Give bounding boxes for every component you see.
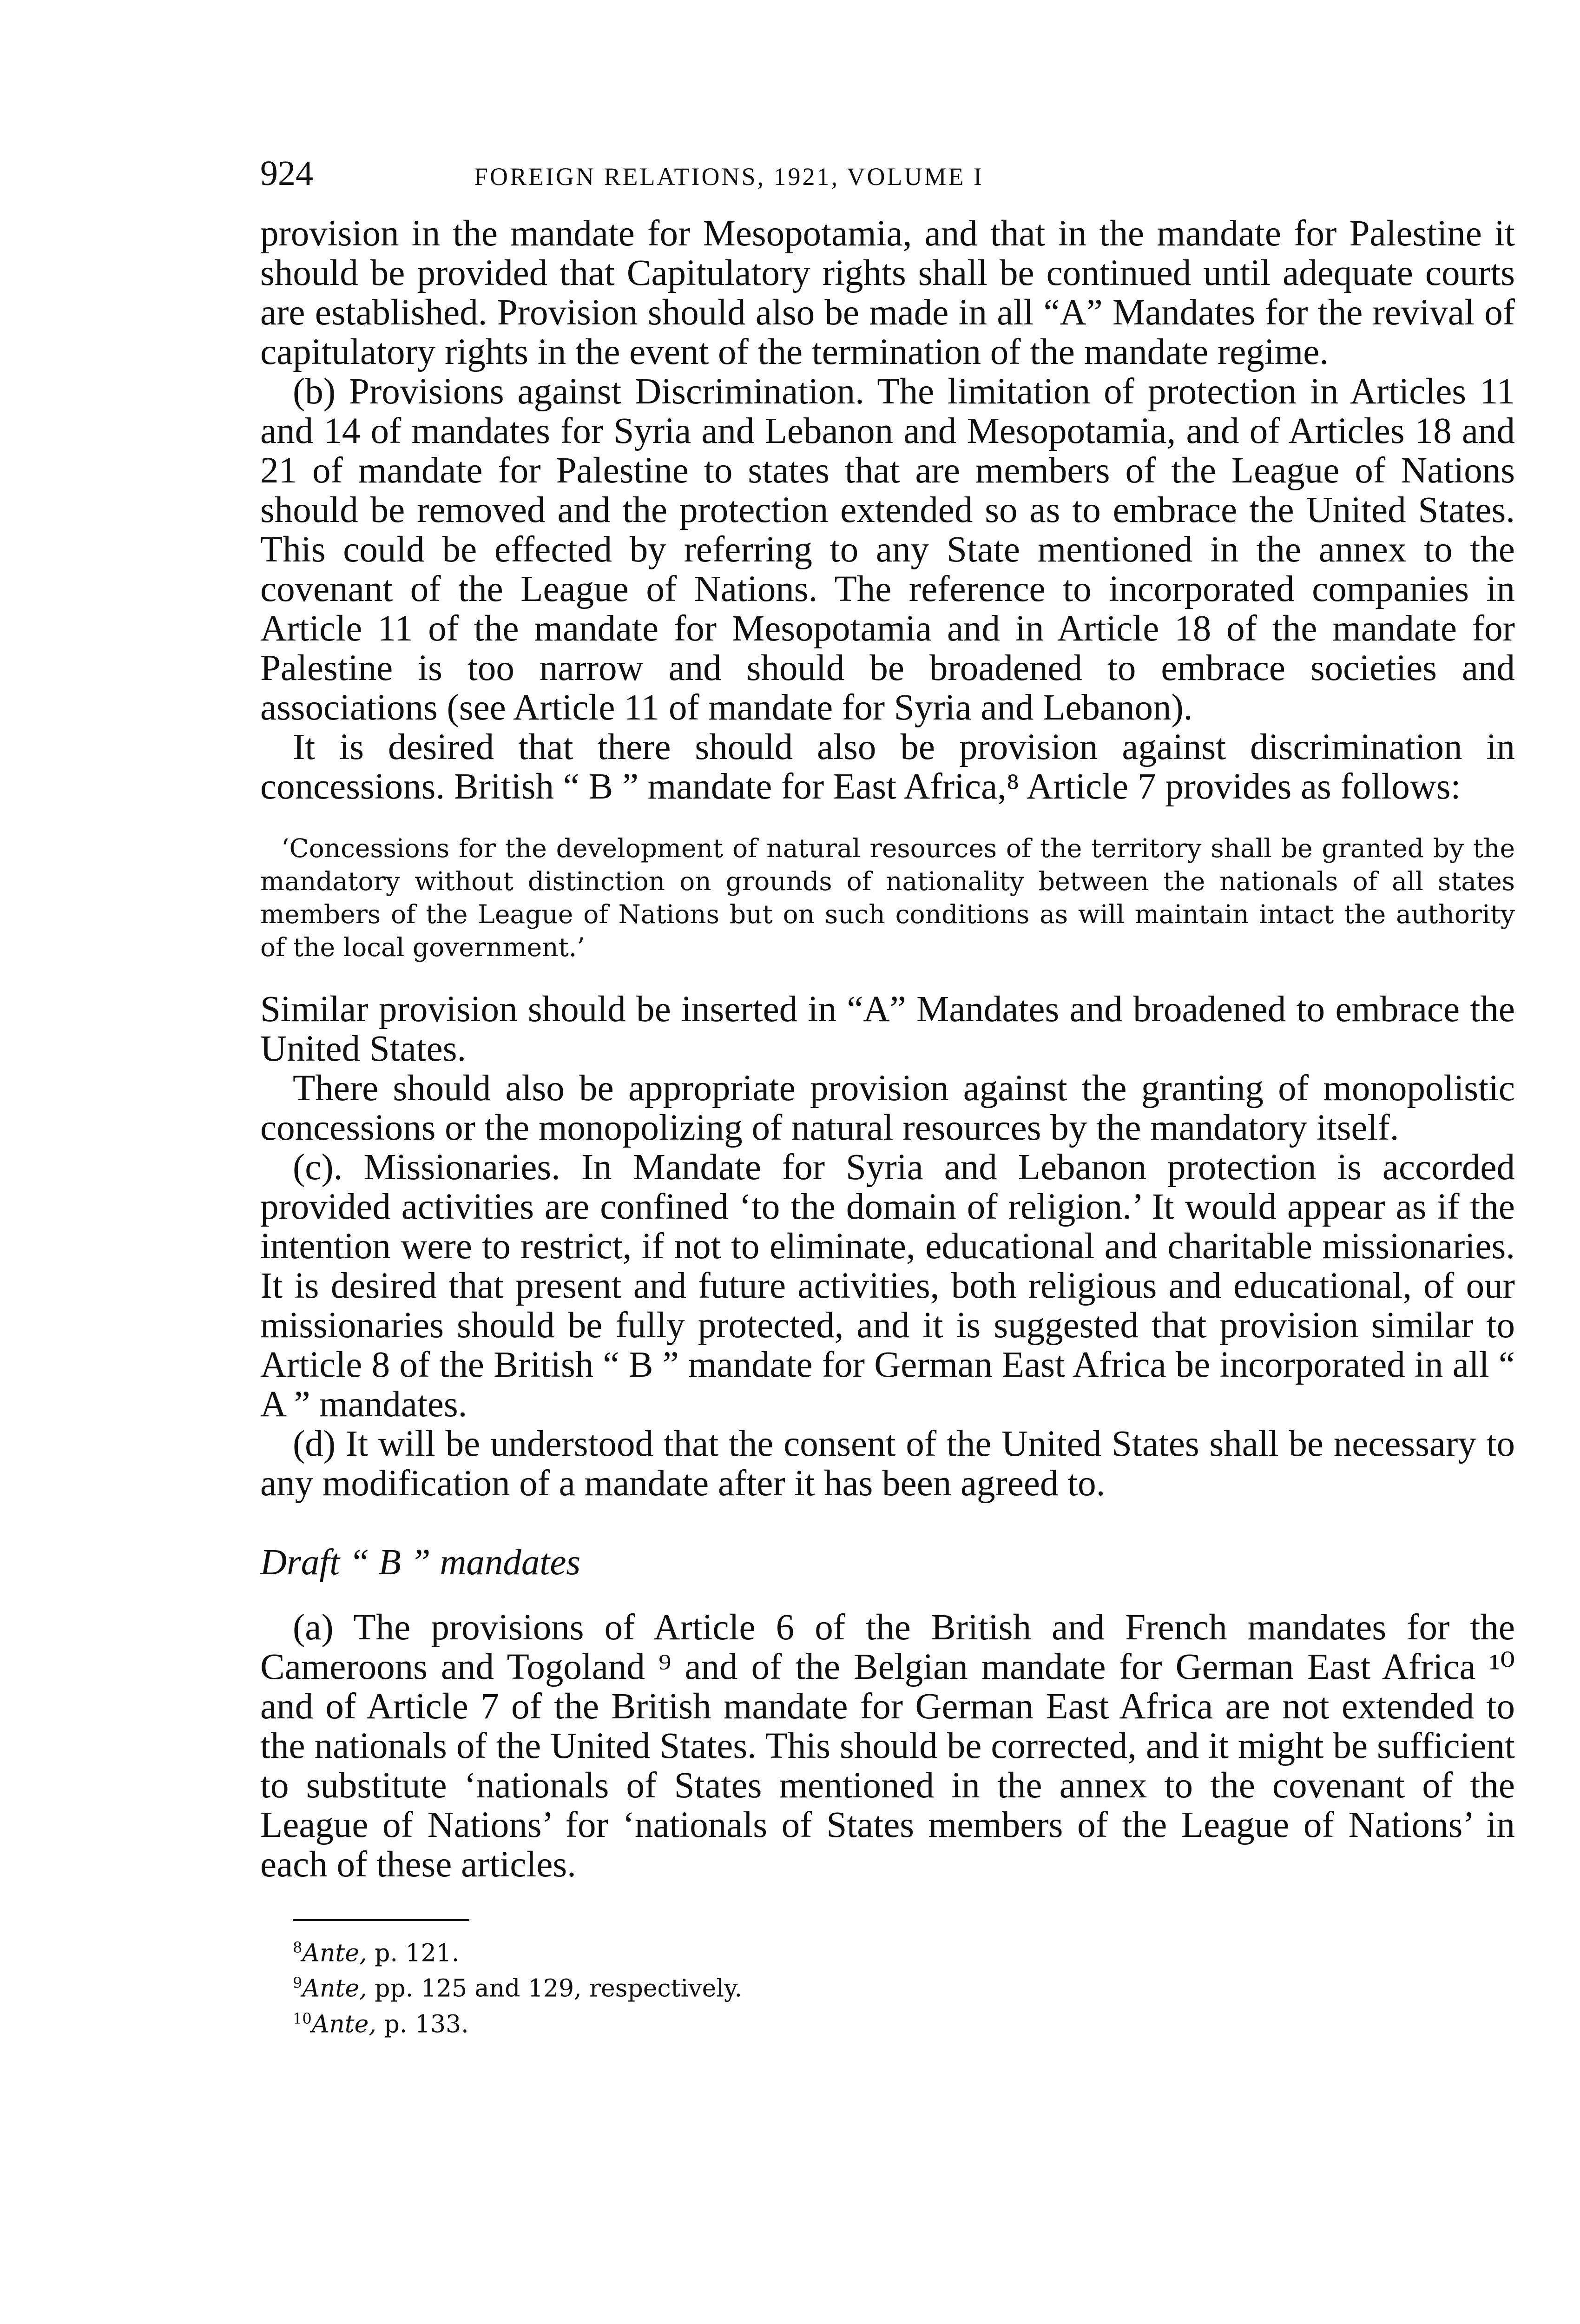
document-page <box>260 153 1515 2039</box>
footnote-ante: Ante, <box>302 1939 367 1967</box>
running-head-title: FOREIGN RELATIONS, 1921, VOLUME I <box>474 163 984 191</box>
paragraph-draft-b-mandates: (a) The provisions of Article 6 of the British and French mandates for the Cameroons and Togoland ⁹ and of the Belgian mandate for German East Africa ¹⁰ and of Article 7 of the British mandate for German East Africa are not extended to the nationals of the United States. This should be corrected, and it might be sufficient to substitute ‘nationals of States mentioned in the annex to the covenant of the League of Nations’ for ‘nationals of States members of the League of Nations’ in each of these articles. <box>260 1607 1515 1885</box>
footnote-10 <box>293 2004 1515 2039</box>
footnote-text: pp. 125 and 129, respectively. <box>367 1974 742 2003</box>
footnote-mark: 9 <box>293 1974 303 1992</box>
running-head <box>260 153 1515 214</box>
footnote-8 <box>293 1933 1515 1968</box>
footnote-mark: 8 <box>293 1939 303 1956</box>
paragraph-monopolistic: There should also be appropriate provision against the granting of monopolistic concessions or the monopolizing of natural resources by the mandatory itself. <box>260 1068 1515 1148</box>
footnote-divider <box>293 1919 469 1921</box>
footnote-mark: 10 <box>293 2009 312 2027</box>
footnote-ante: Ante, <box>302 1974 367 2003</box>
paragraph-concessions: It is desired that there should also be provision against discrimination in concessions. British “ B ” mandate for East Africa,⁸ Article 7 provides as follows: <box>260 727 1515 807</box>
footnotes <box>293 1933 1515 2039</box>
footnote-ante: Ante, <box>311 2010 376 2038</box>
page-number: 924 <box>260 154 313 193</box>
paragraph-consent: (d) It will be understood that the consent of the United States shall be necessary to any modification of a mandate after it has been agreed to. <box>260 1424 1515 1504</box>
paragraph-mesopotamia-capitulations: provision in the mandate for Mesopotamia, and that in the mandate for Palestine it should be provided that Capitulatory rights shall be continued until adequate courts are established. Provision should also be made in all “A” Mandates for the revival of capitulatory rights in the event of the termination of the mandate regime. <box>260 213 1515 372</box>
block-quote-concessions: ‘Concessions for the development of natural resources of the territory shall be granted by the mandatory without distinction on grounds of nationality between the nationals of all states members of the League of Nations but on such conditions as will maintain intact the authority of the local government.’ <box>260 833 1515 962</box>
footnote-text: p. 133. <box>376 2010 469 2038</box>
paragraph-similar-provision: Similar provision should be inserted in “A” Mandates and broadened to embrace the United States. <box>260 989 1515 1069</box>
paragraph-missionaries: (c). Missionaries. In Mandate for Syria and Lebanon protection is accorded provided activities are confined ‘to the domain of religion.’ It would appear as if the intention were to restrict, if not to eliminate, educational and charitable missionaries. It is desired that present and future activities, both religious and educational, of our missionaries should be fully protected, and it is suggested that provision similar to Article 8 of the British “ B ” mandate for German East Africa be incorporated in all “ A ” mandates. <box>260 1147 1515 1425</box>
footnote-text: p. 121. <box>367 1939 460 1967</box>
body-text <box>260 214 1515 1884</box>
footnote-9 <box>293 1968 1515 2003</box>
paragraph-discrimination: (b) Provisions against Discrimination. The limitation of protection in Articles 11 and 14 of mandates for Syria and Lebanon and Mesopotamia, and of Articles 18 and 21 of mandate for Palestine to states that are members of the League of Nations should be removed and the protection extended so as to embrace the United States. This could be effected by referring to any State mentioned in the annex to the covenant of the League of Nations. The reference to incorporated companies in Article 11 of the mandate for Mesopotamia and in Article 18 of the mandate for Palestine is too narrow and should be broadened to embrace societies and associations (see Article 11 of mandate for Syria and Lebanon). <box>260 371 1515 728</box>
section-heading: Draft “ B ” mandates <box>260 1542 581 1583</box>
